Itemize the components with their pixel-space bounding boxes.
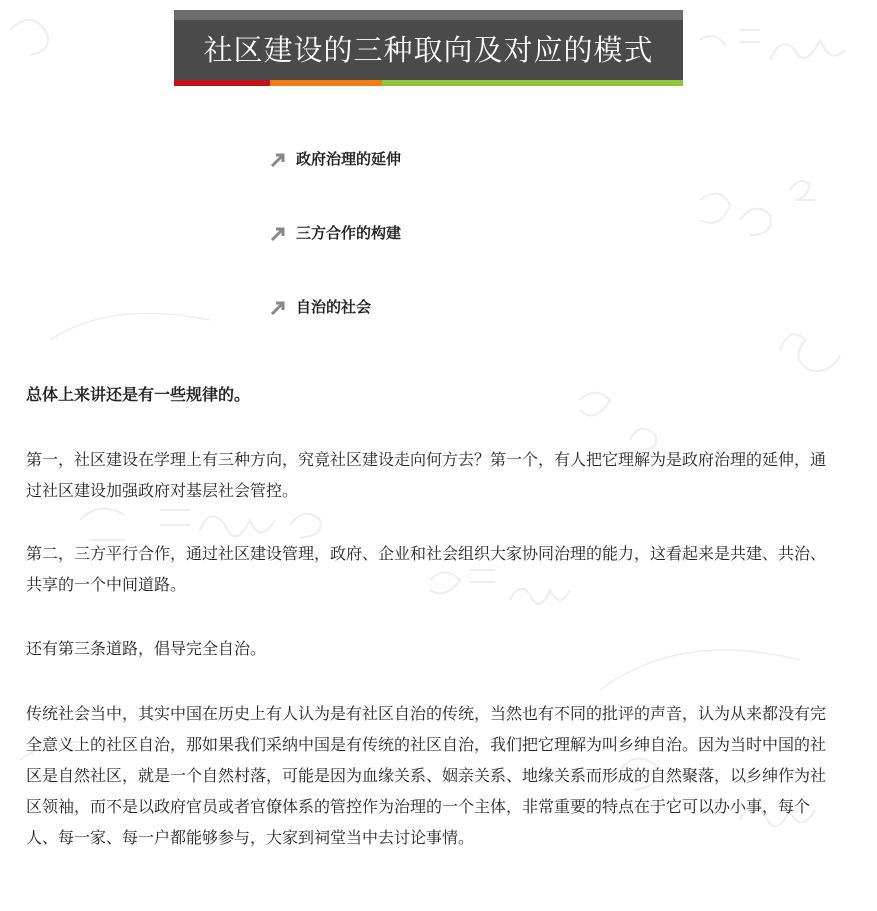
banner-color-bar <box>174 80 683 86</box>
mode-label: 政府治理的延伸 <box>296 150 402 168</box>
mode-item-2 <box>268 222 668 296</box>
mode-item-1 <box>268 148 668 222</box>
mode-label: 自治的社会 <box>296 298 372 316</box>
mode-item-3 <box>268 296 668 370</box>
color-bar-red <box>174 80 270 86</box>
paragraph-4: 传统社会当中，其实中国在历史上有人认为是有社区自治的传统，当然也有不同的批评的声音，认为从来都没有完全意义上的社区自治，那如果我们采纳中国是有传统的社区自治，我们把它理解为叫乡绅自治。因为当时中国的社区是自然社区，就是一个自然村落，可能是因为血缘关系、姻亲关系、地缘关系而形成的自然聚落，以乡绅作为社区领袖，而不是以政府官员或者官僚体系的管控作为治理的一个主体，非常重要的特点在于它可以办小事，每个人、每一家、每一户都能够参与，大家到祠堂当中去讨论事情。 <box>26 704 827 847</box>
arrow-up-right-icon <box>268 298 288 318</box>
paragraph-3: 还有第三条道路，倡导完全自治。 <box>26 639 267 658</box>
paragraph-2: 第二，三方平行合作，通过社区建设管理，政府、企业和社会组织大家协同治理的能力，这看起来是共建、共治、共享的一个中间道路。 <box>26 544 827 594</box>
mode-list <box>268 148 668 370</box>
mode-label: 三方合作的构建 <box>296 224 402 242</box>
banner-top-strip <box>174 10 683 20</box>
color-bar-orange <box>270 80 382 86</box>
arrow-up-right-icon <box>268 150 288 170</box>
arrow-up-right-icon <box>268 224 288 244</box>
lead-sentence: 总体上来讲还是有一些规律的。 <box>26 385 251 404</box>
paragraph-1: 第一，社区建设在学理上有三种方向，究竟社区建设走向何方去？第一个，有人把它理解为是政府治理的延伸，通过社区建设加强政府对基层社会管控。 <box>26 450 827 500</box>
color-bar-green <box>382 80 683 86</box>
page-title: 社区建设的三种取向及对应的模式 <box>203 33 654 67</box>
title-banner <box>174 10 683 86</box>
